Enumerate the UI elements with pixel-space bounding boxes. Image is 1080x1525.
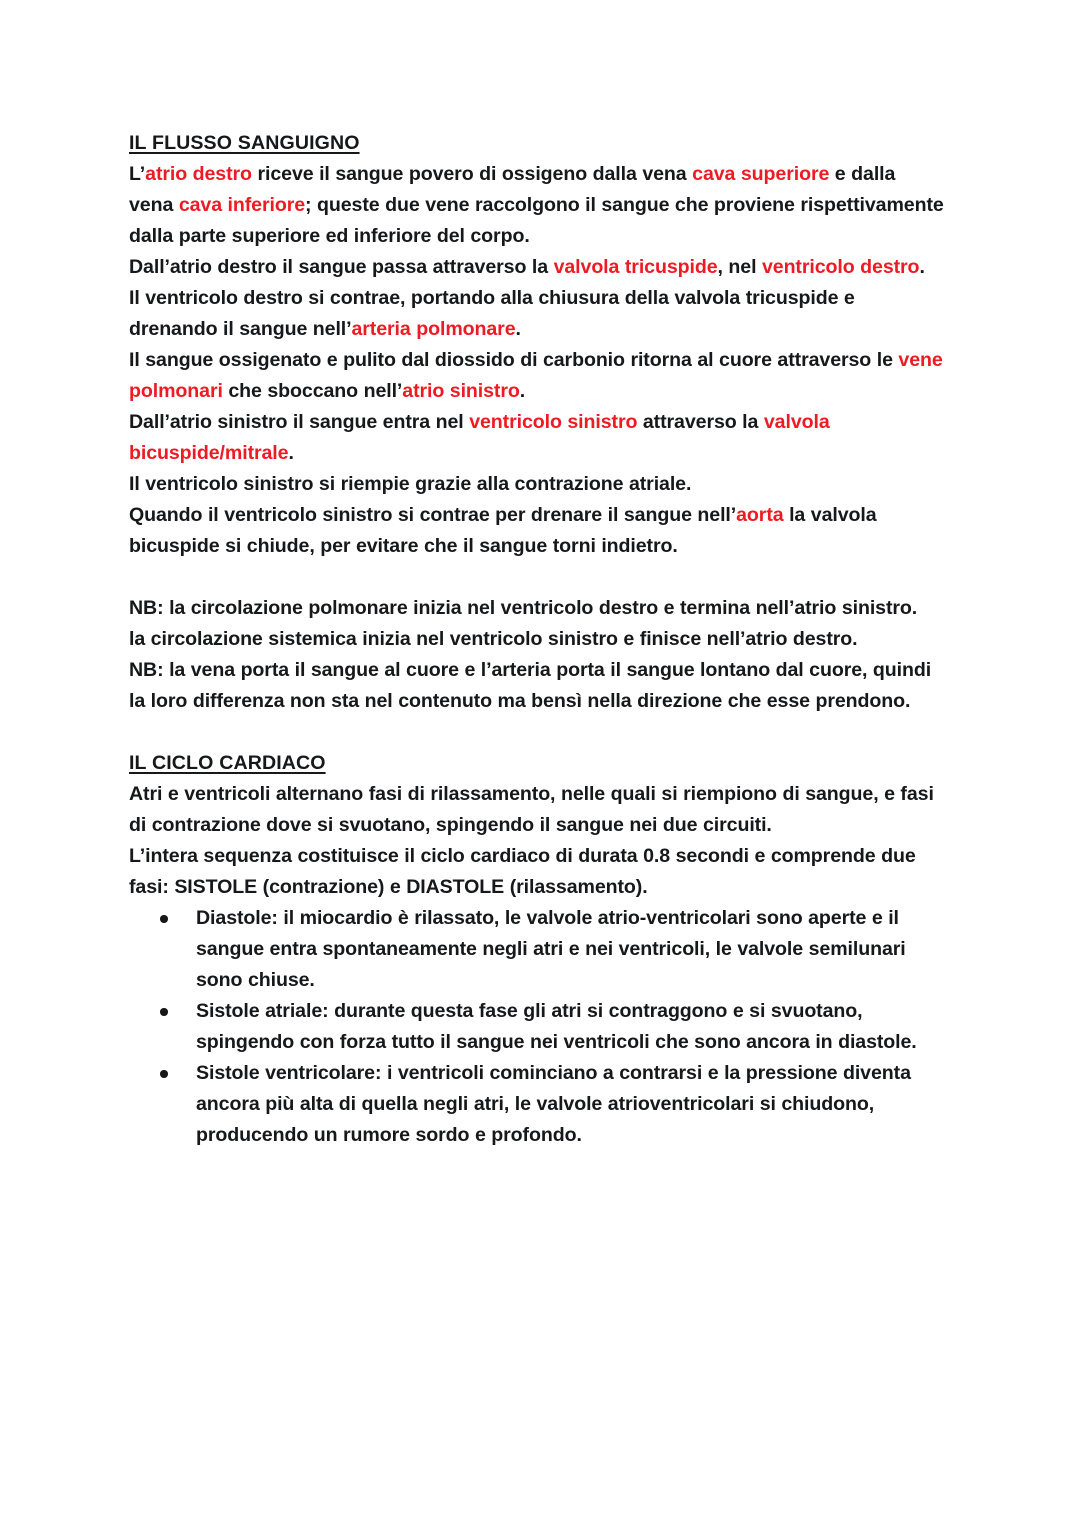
term-atrio-sinistro: atrio sinistro	[402, 380, 520, 402]
list-item	[129, 996, 945, 1058]
run-text: Dall’atrio destro il sangue passa attraverso la	[129, 256, 554, 278]
list-item	[129, 903, 945, 996]
paragraph-spacer	[129, 562, 945, 593]
list-item-label: Diastole: il miocardio è rilassato, le valvole atrio-ventricolari sono aperte e il sangue entra spontaneamente negli atri e nei ventricoli, le valvole semilunari sono chiuse.	[196, 907, 906, 991]
section-heading-flusso-sanguigno: IL FLUSSO SANGUIGNO	[129, 132, 360, 154]
paragraph-atrio-destro	[129, 159, 945, 252]
list-item-label: Sistole ventricolare: i ventricoli cominciano a contrarsi e la pressione diventa ancora più alta di quella negli atri, le valvole atrioventricolari si chiudono, producendo un rumore sordo e profondo.	[196, 1062, 911, 1146]
run-text: riceve il sangue povero di ossigeno dalla vena	[251, 163, 693, 185]
paragraph-contrazione-atriale	[129, 469, 945, 500]
term-valvola-tricuspide: valvola tricuspide	[553, 256, 718, 278]
term-aorta: aorta	[736, 504, 784, 526]
term-vene-polmonari: vene polmonari	[129, 349, 943, 402]
section-spacer	[129, 717, 945, 748]
run-text: Il ventricolo sinistro si riempie grazie alla contrazione atriale.	[129, 473, 692, 495]
term-ventricolo-sinistro: ventricolo sinistro	[469, 411, 638, 433]
run-text: L’intera sequenza costituisce il ciclo cardiaco di durata 0.8 secondi e comprende due fasi: SISTOLE (contrazione) e DIASTOLE (rilassamento).	[129, 845, 916, 898]
run-text: la valvola bicuspide si chiude, per evitare che il sangue torni indietro.	[129, 504, 877, 557]
paragraph-circolazione-sistemica	[129, 624, 945, 655]
bullet-dot-icon	[160, 1008, 168, 1016]
list-item	[129, 1058, 945, 1151]
paragraph-arteria-polmonare	[129, 283, 945, 345]
term-arteria-polmonare: arteria polmonare	[351, 318, 516, 340]
cardiac-phases-list	[129, 903, 945, 1151]
run-text: : la circolazione polmonare inizia nel ventricolo destro e termina nell’atrio sinistro.	[157, 597, 918, 619]
bullet-dot-icon	[160, 1070, 168, 1078]
run-text: attraverso la	[637, 411, 764, 433]
nb-label: NB	[129, 659, 158, 681]
run-text: : la vena porta il sangue al cuore e l’arteria porta il sangue lontano dal cuore, quindi la loro differenza non sta nel contenuto ma bensì nella direzione che esse prendono.	[129, 659, 932, 712]
run-text: .	[919, 256, 925, 278]
run-text: che sboccano nell’	[222, 380, 403, 402]
term-cava-superiore: cava superiore	[692, 163, 830, 185]
paragraph-sequenza-ciclo-cardiaco	[129, 841, 945, 903]
paragraph-aorta	[129, 500, 945, 562]
paragraph-atri-ventricoli-fasi	[129, 779, 945, 841]
term-valvola-bicuspide-mitrale: valvola bicuspide/mitrale	[129, 411, 830, 464]
term-atrio-destro: atrio destro	[145, 163, 252, 185]
paragraph-vene-polmonari	[129, 345, 945, 407]
run-text: , nel	[717, 256, 762, 278]
paragraph-nb-circolazione-polmonare	[129, 593, 945, 624]
run-text: .	[515, 318, 521, 340]
run-text: Atri e ventricoli alternano fasi di rilassamento, nelle quali si riempiono di sangue, e fasi di contrazione dove si svuotano, spingendo il sangue nei due circuiti.	[129, 783, 934, 836]
section-heading-ciclo-cardiaco: IL CICLO CARDIACO	[129, 752, 326, 774]
run-text: e dalla vena	[129, 163, 896, 216]
list-item-label: Sistole atriale: durante questa fase gli atri si contraggono e si svuotano, spingendo con forza tutto il sangue nei ventricoli che sono ancora in diastole.	[196, 1000, 917, 1053]
term-cava-inferiore: cava inferiore	[178, 194, 306, 216]
paragraph-valvola-tricuspide	[129, 252, 945, 283]
run-text: la circolazione sistemica inizia nel ventricolo sinistro e finisce nell’atrio destro.	[129, 628, 858, 650]
run-text: L’	[129, 163, 146, 185]
run-text: Il sangue ossigenato e pulito dal diossido di carbonio ritorna al cuore attraverso le	[129, 349, 899, 371]
run-text: Il ventricolo destro si contrae, portando alla chiusura della valvola tricuspide e drenando il sangue nell’	[129, 287, 855, 340]
run-text: .	[519, 380, 526, 402]
run-text: Quando il ventricolo sinistro si contrae per drenare il sangue nell’	[129, 504, 737, 526]
run-text: ; queste due vene raccolgono il sangue che proviene rispettivamente dalla parte superiore ed inferiore del corpo.	[129, 194, 944, 247]
run-text: Dall’atrio sinistro il sangue entra nel	[129, 411, 470, 433]
bullet-dot-icon	[160, 915, 168, 923]
term-ventricolo-destro: ventricolo destro	[761, 256, 920, 278]
nb-label: NB	[129, 597, 158, 619]
run-text: .	[288, 442, 294, 464]
paragraph-valvola-bicuspide	[129, 407, 945, 469]
document-body	[129, 128, 945, 1151]
paragraph-nb-vena-arteria	[129, 655, 945, 717]
